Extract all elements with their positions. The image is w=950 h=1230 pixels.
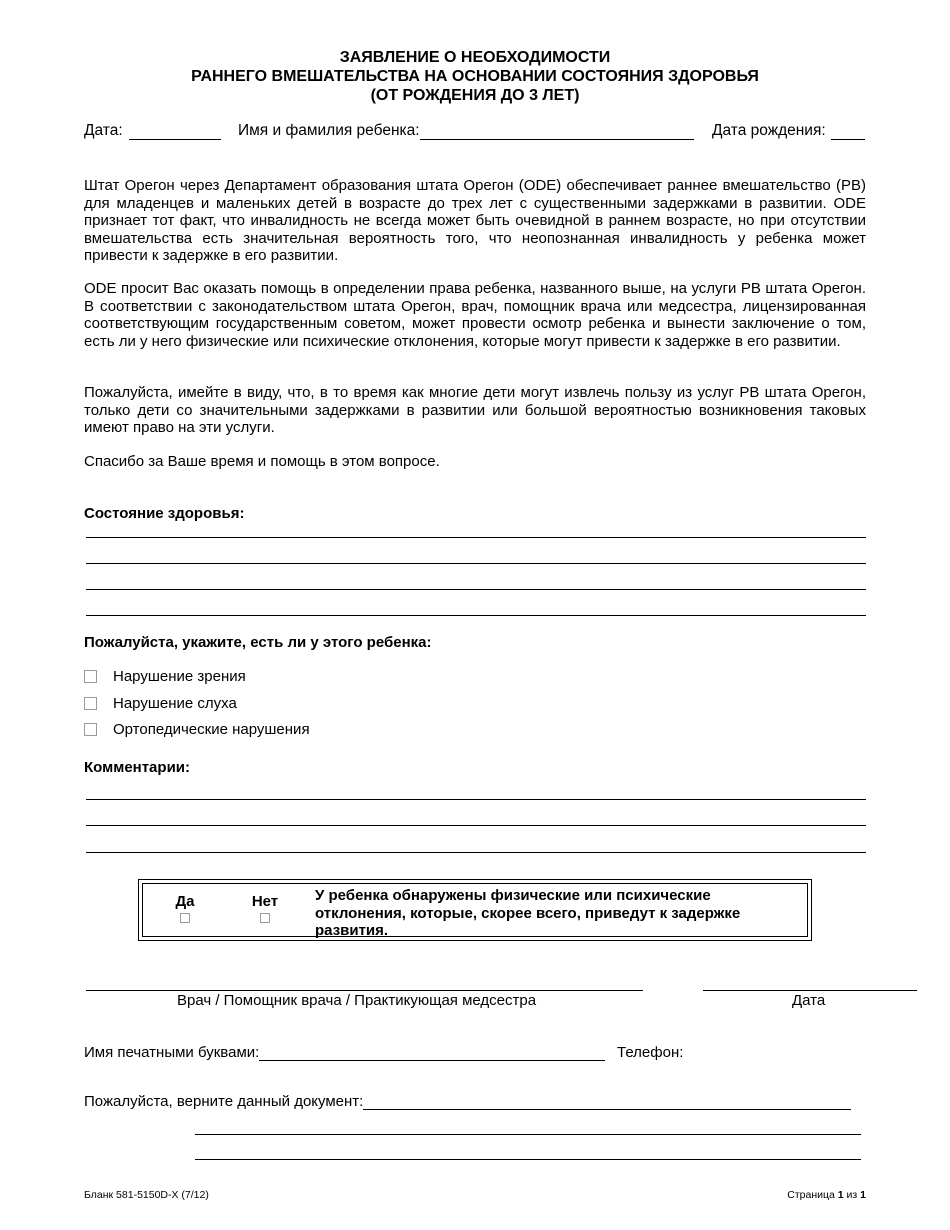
document-title (0, 48, 950, 105)
page-prefix: Страница (787, 1189, 835, 1201)
date-caption: Дата (792, 992, 826, 1009)
determination-box (138, 879, 812, 941)
child-name-label: Имя и фамилия ребенка: (238, 122, 420, 139)
comments-label: Комментарии: (84, 759, 191, 776)
return-address-blank[interactable] (363, 1094, 851, 1110)
yes-checkbox[interactable] (180, 913, 190, 923)
no-label: Нет (251, 893, 279, 910)
intro-paragraph-2: ODE просит Вас оказать помощь в определении права ребенка, названного выше, на услуги РВ штата Орегон. В соответствии с законодательством штата Орегон, врач, помощник врача или медсестра, лицензированная соответствующим государственным советом, может провести осмотр ребенка и вынести заключение о том, есть ли у него физические или психические отклонения, которые могут привести к задержке в его развитии. (84, 280, 866, 350)
dob-blank[interactable] (831, 124, 865, 140)
provider-caption: Врач / Помощник врача / Практикующая медсестра (177, 992, 537, 1009)
no-option[interactable] (245, 893, 285, 923)
health-label: Состояние здоровья: (84, 505, 245, 522)
return-label: Пожалуйста, верните данный документ: (84, 1093, 364, 1110)
return-address-line-2[interactable] (195, 1134, 861, 1135)
hearing-label: Нарушение слуха (113, 695, 237, 712)
date-field[interactable] (84, 122, 221, 140)
return-address-field[interactable] (84, 1093, 851, 1110)
condition-vision[interactable] (84, 668, 246, 685)
title-line-2: РАННЕГО ВМЕШАТЕЛЬСТВА НА ОСНОВАНИИ СОСТОЯНИЯ ЗДОРОВЬЯ (191, 68, 759, 85)
vision-checkbox[interactable] (84, 670, 97, 683)
page-indicator (787, 1189, 866, 1201)
child-name-field[interactable] (238, 122, 694, 140)
print-name-blank[interactable] (259, 1045, 605, 1061)
header-fields (84, 122, 866, 144)
page-current: 1 (837, 1189, 844, 1201)
title-line-3: (ОТ РОЖДЕНИЯ ДО 3 ЛЕТ) (370, 87, 580, 104)
comments-line-1[interactable] (86, 799, 866, 800)
phone-field[interactable] (617, 1044, 683, 1061)
orthopedic-checkbox[interactable] (84, 723, 97, 736)
hearing-checkbox[interactable] (84, 697, 97, 710)
print-name-label: Имя печатными буквами: (84, 1044, 260, 1061)
child-name-blank[interactable] (420, 124, 694, 140)
date-blank[interactable] (129, 124, 221, 140)
return-address-line-3[interactable] (195, 1159, 861, 1160)
intro-paragraph-3: Пожалуйста, имейте в виду, что, в то время как многие дети могут извлечь пользу из услуг РВ штата Орегон, только дети со значительными задержками в развитии или большой вероятностью возникновения таковых имеют право на эти услуги. (84, 384, 866, 436)
vision-label: Нарушение зрения (113, 668, 246, 685)
thanks-paragraph: Спасибо за Ваше время и помощь в этом вопросе. (84, 453, 440, 470)
page-total: 1 (860, 1189, 866, 1201)
determination-statement: У ребенка обнаружены физические или психические отклонения, которые, скорее всего, приведут к задержке развития. (315, 887, 741, 939)
intro-paragraph-1: Штат Орегон через Департамент образования штата Орегон (ODE) обеспечивает раннее вмешательство (РВ) для младенцев и маленьких детей в возрасте до трех лет с существенными задержками в развитии. ODE признает тот факт, что инвалидность не всегда может быть очевидной в раннем возрасте, но при отсутствии вмешательства есть значительная вероятность того, что неопознанная инвалидность у ребенка может привести к задержке в его развитии. (84, 177, 866, 264)
page-of: из (846, 1189, 858, 1201)
health-line-2[interactable] (86, 563, 866, 564)
phone-label: Телефон: (617, 1044, 684, 1061)
no-checkbox[interactable] (260, 913, 270, 923)
dob-field[interactable] (712, 122, 865, 140)
comments-line-2[interactable] (86, 825, 866, 826)
yes-option[interactable] (165, 893, 205, 923)
determination-box-inner (142, 883, 808, 937)
comments-line-3[interactable] (86, 852, 866, 853)
health-line-4[interactable] (86, 615, 866, 616)
conditions-label: Пожалуйста, укажите, есть ли у этого ребенка: (84, 634, 432, 651)
health-line-1[interactable] (86, 537, 866, 538)
condition-hearing[interactable] (84, 695, 237, 712)
yes-label: Да (175, 893, 195, 910)
dob-label: Дата рождения: (712, 122, 826, 139)
signature-date-line[interactable] (703, 990, 917, 991)
health-line-3[interactable] (86, 589, 866, 590)
provider-signature-line[interactable] (86, 990, 643, 991)
date-label: Дата: (84, 122, 123, 139)
orthopedic-label: Ортопедические нарушения (113, 721, 310, 738)
title-line-1: ЗАЯВЛЕНИЕ О НЕОБХОДИМОСТИ (339, 49, 611, 66)
condition-orthopedic[interactable] (84, 721, 310, 738)
form-number: Бланк 581-5150D-X (7/12) (84, 1189, 209, 1201)
print-name-field[interactable] (84, 1044, 605, 1061)
